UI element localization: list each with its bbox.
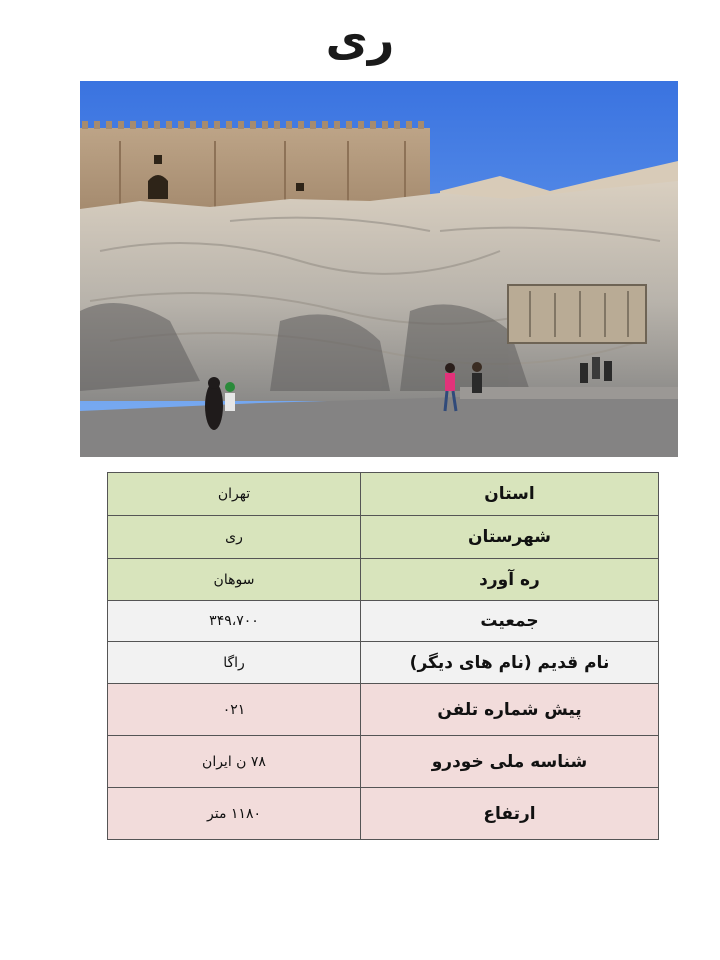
info-table [107, 472, 659, 840]
row-label: ره آورد [361, 559, 659, 601]
row-value: سوهان [108, 559, 361, 601]
table-row [108, 516, 659, 559]
row-label: ارتفاع [361, 788, 659, 840]
row-label: استان [361, 473, 659, 516]
table-row [108, 473, 659, 516]
table-row [108, 684, 659, 736]
table-row [108, 559, 659, 601]
row-value: ۱۱۸۰ متر [108, 788, 361, 840]
row-value: ری [108, 516, 361, 559]
row-label: جمعیت [361, 601, 659, 642]
row-value: ۰۲۱ [108, 684, 361, 736]
table-row [108, 642, 659, 684]
row-value: ۳۴۹،۷۰۰ [108, 601, 361, 642]
table-row [108, 736, 659, 788]
table-row [108, 601, 659, 642]
row-value: ۷۸ ن ایران [108, 736, 361, 788]
row-label: پیش شماره تلفن [361, 684, 659, 736]
row-value: راگا [108, 642, 361, 684]
rey-fortress-photo [80, 81, 678, 457]
row-value: تهران [108, 473, 361, 516]
page-title: ری [325, 12, 395, 66]
row-label: شهرستان [361, 516, 659, 559]
table-row [108, 788, 659, 840]
row-label: شناسه ملی خودرو [361, 736, 659, 788]
row-label: نام قدیم (نام های دیگر) [361, 642, 659, 684]
